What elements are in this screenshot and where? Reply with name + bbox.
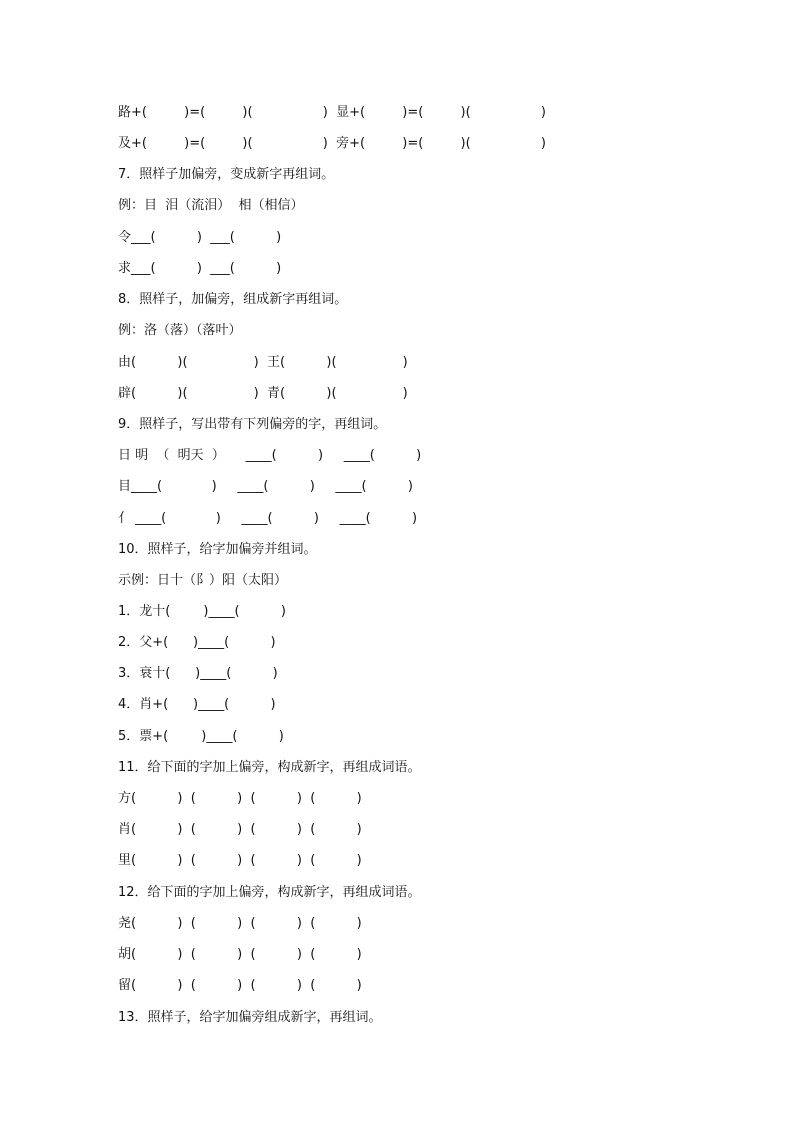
exercise-line: 亻 ____( ) ____( ) ____( ) — [118, 511, 418, 526]
example-line: 日 明 （ 明天 ） ____( ) ____( ) — [118, 448, 422, 463]
example-line: 例：洛（落）（落叶） — [118, 323, 242, 338]
exercise-line: 留( ) ( ) ( ) ( ) — [118, 978, 362, 993]
exercise-line: 1．龙十( )____( ) — [118, 604, 286, 619]
exercise-line: 胡( ) ( ) ( ) ( ) — [118, 947, 362, 962]
exercise-line: 3．衰十( )____( ) — [118, 666, 278, 681]
exercise-line: 及+( )=( )( ) 旁+( )=( )( ) — [118, 136, 546, 151]
example-line: 例：目 泪（流泪） 相（相信） — [118, 198, 304, 213]
exercise-line: 由( )( ) 王( )( ) — [118, 355, 408, 370]
exercise-line: 2．父+( )____( ) — [118, 635, 276, 650]
question-heading: 10．照样子，给字加偏旁并组词。 — [118, 542, 317, 557]
exercise-line: 尧( ) ( ) ( ) ( ) — [118, 916, 362, 931]
exercise-line: 令___( ) ___( ) — [118, 230, 282, 245]
exercise-line: 路+( )=( )( ) 显+( )=( )( ) — [118, 105, 546, 120]
exercise-line: 求___( ) ___( ) — [118, 261, 282, 276]
exercise-line: 方( ) ( ) ( ) ( ) — [118, 791, 362, 806]
question-heading: 11．给下面的字加上偏旁，构成新字，再组成词语。 — [118, 760, 421, 775]
exercise-line: 4．肖+( )____( ) — [118, 697, 276, 712]
exercise-line: 5．票+( )____( ) — [118, 729, 284, 744]
exercise-line: 目____( ) ____( ) ____( ) — [118, 479, 413, 494]
question-heading: 8．照样子，加偏旁，组成新字再组词。 — [118, 292, 348, 307]
question-heading: 9．照样子，写出带有下列偏旁的字，再组词。 — [118, 417, 387, 432]
exercise-line: 肖( ) ( ) ( ) ( ) — [118, 822, 362, 837]
question-heading: 7．照样子加偏旁，变成新字再组词。 — [118, 167, 335, 182]
example-line: 示例：日十（阝）阳（太阳） — [118, 573, 288, 588]
exercise-line: 辟( )( ) 青( )( ) — [118, 386, 408, 401]
question-heading: 13．照样子，给字加偏旁组成新字，再组词。 — [118, 1010, 382, 1025]
question-heading: 12．给下面的字加上偏旁，构成新字，再组成词语。 — [118, 885, 421, 900]
exercise-line: 里( ) ( ) ( ) ( ) — [118, 853, 362, 868]
